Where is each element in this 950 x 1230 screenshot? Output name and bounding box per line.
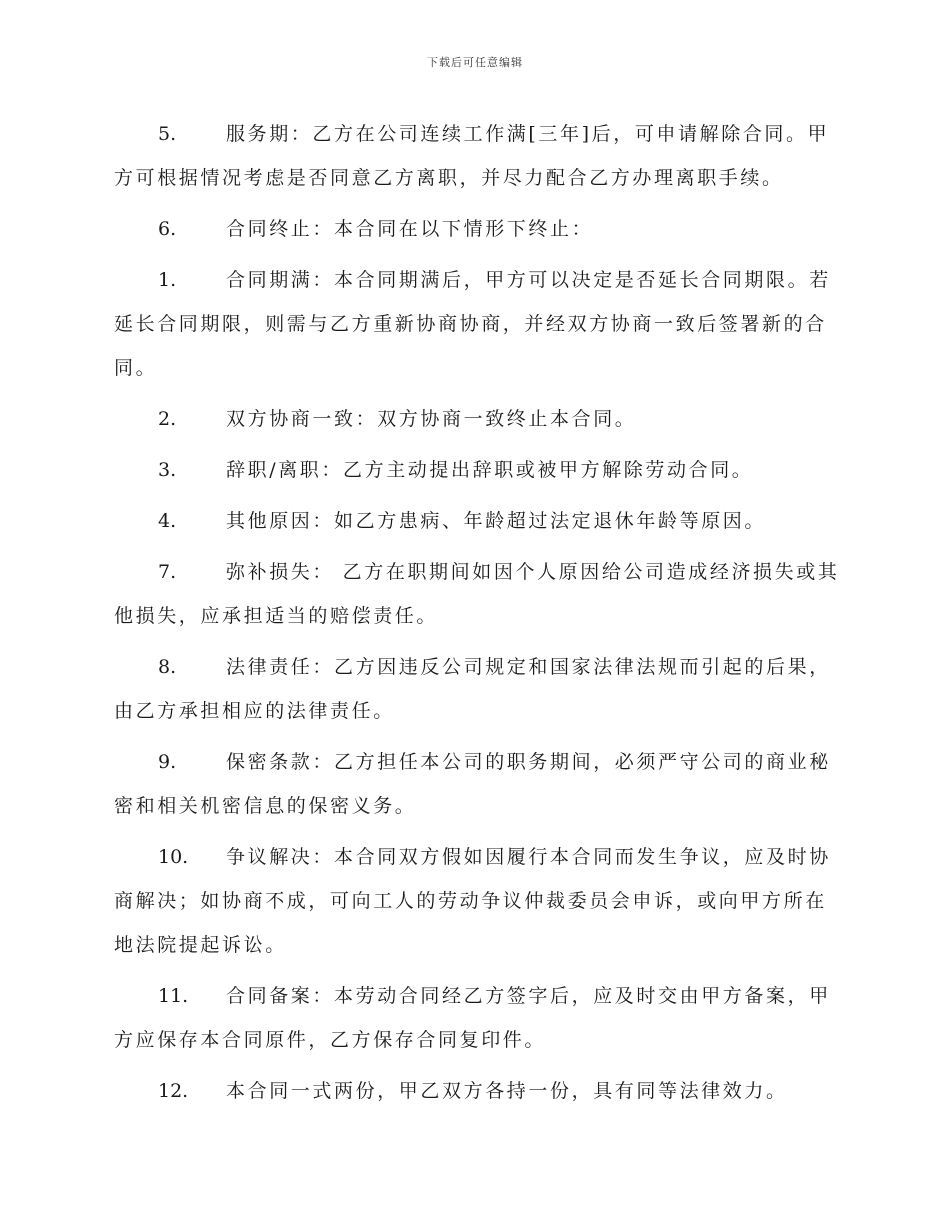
clause-text: 弥补损失： 乙方在职期间如因个人原因给公司造成经济损失或其他损失，应承担适当的赔偿责任。 (114, 561, 840, 627)
subclause-1 (114, 258, 844, 390)
clause-10 (114, 835, 844, 967)
clause-text: 争议解决：本合同双方假如因履行本合同而发生争议，应及时协商解决；如协商不成，可向工人的劳动争议仲裁委员会申诉，或向甲方所在地法院提起诉讼。 (114, 846, 831, 956)
clause-number: 9. (158, 751, 177, 773)
clause-number: 7. (158, 561, 177, 583)
clause-number: 5. (158, 123, 177, 145)
clause-number: 8. (158, 656, 177, 678)
clause-number: 4. (158, 510, 177, 532)
clause-text: 合同期满：本合同期满后，甲方可以决定是否延长合同期限。若延长合同期限，则需与乙方重新协商协商，并经双方协商一致后签署新的合同。 (114, 269, 831, 379)
clause-text: 合同终止：本合同在以下情形下终止： (226, 218, 594, 240)
clause-number: 6. (158, 218, 177, 240)
page-header: 下载后可任意编辑 (427, 56, 523, 69)
clause-9 (114, 740, 844, 828)
clause-number: 2. (158, 408, 177, 430)
clause-text: 辞职/离职：乙方主动提出辞职或被甲方解除劳动合同。 (226, 459, 754, 481)
clause-number: 1. (158, 269, 177, 291)
clause-7 (114, 550, 844, 638)
clause-11 (114, 974, 844, 1062)
clause-number: 11. (158, 985, 189, 1007)
clause-8 (114, 645, 844, 733)
clause-6 (114, 207, 844, 251)
clause-text: 服务期：乙方在公司连续工作满[三年]后，可申请解除合同。甲方可根据情况考虑是否同意乙方离职，并尽力配合乙方办理离职手续。 (114, 123, 830, 189)
clause-text: 保密条款：乙方担任本公司的职务期间，必须严守公司的商业秘密和相关机密信息的保密义务。 (114, 751, 831, 817)
clause-number: 3. (158, 459, 177, 481)
document-body (114, 112, 844, 1120)
clause-number: 12. (158, 1080, 189, 1102)
subclause-2 (114, 397, 844, 441)
clause-number: 10. (158, 846, 189, 868)
clause-5 (114, 112, 844, 200)
clause-text: 本合同一式两份，甲乙双方各持一份，具有同等法律效力。 (226, 1080, 788, 1102)
subclause-3 (114, 448, 844, 492)
clause-text: 其他原因：如乙方患病、年龄超过法定退休年龄等原因。 (226, 510, 767, 532)
clause-text: 合同备案：本劳动合同经乙方签字后，应及时交由甲方备案，甲方应保存本合同原件，乙方保存合同复印件。 (114, 985, 831, 1051)
clause-text: 法律责任：乙方因违反公司规定和国家法律法规而引起的后果，由乙方承担相应的法律责任。 (114, 656, 831, 722)
subclause-4 (114, 499, 844, 543)
clause-text: 双方协商一致：双方协商一致终止本合同。 (226, 408, 637, 430)
clause-12 (114, 1069, 844, 1113)
